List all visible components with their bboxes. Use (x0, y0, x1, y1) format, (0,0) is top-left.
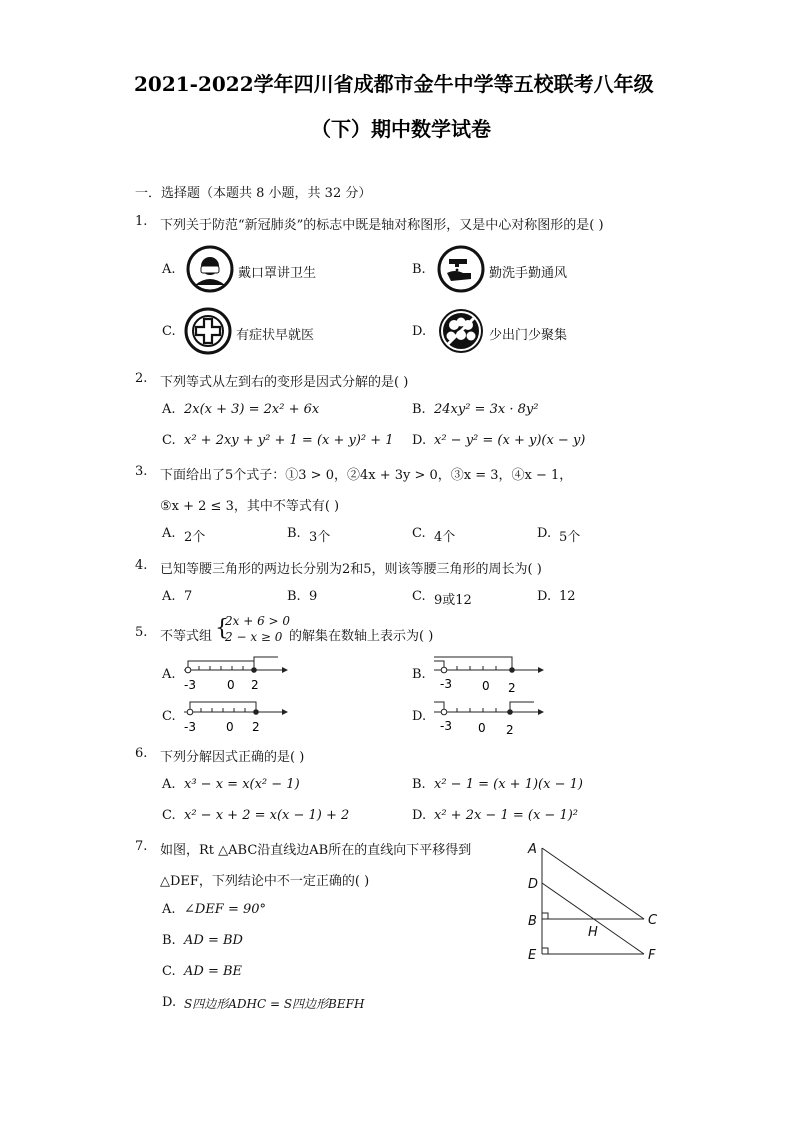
question-text: 下列分解因式正确的是( ) (160, 750, 305, 765)
system-brace: { (215, 616, 229, 641)
tick-label: -3 (440, 677, 452, 691)
question-number: 7. (135, 839, 148, 854)
option-text: 7 (184, 589, 193, 604)
question-number: 1. (135, 214, 148, 229)
question-number: 2. (135, 371, 148, 386)
option-letter: A. (162, 589, 176, 604)
option-text: ∠DEF = 90° (184, 902, 267, 917)
tick-label: 0 (482, 679, 490, 693)
option-letter: D. (412, 709, 427, 724)
option-text: 3个 (309, 530, 331, 545)
question-text: 已知等腰三角形的两边长分别为2和5，则该等腰三角形的周长为( ) (160, 562, 542, 577)
option-text: x² − x + 2 = x(x − 1) + 2 (184, 808, 350, 823)
option-letter: B. (412, 667, 426, 682)
vertex-label-f: F (648, 948, 656, 963)
option-text: 4个 (434, 530, 456, 545)
mask-face-icon (186, 245, 234, 293)
option-caption: 少出门少聚集 (489, 328, 568, 343)
option-text: x² + 2x − 1 = (x − 1)² (434, 808, 579, 823)
option-letter: C. (162, 808, 176, 823)
option-letter: A. (162, 667, 176, 682)
option-letter: A. (162, 777, 176, 792)
option-letter: C. (162, 324, 176, 339)
tick-label: 2 (508, 681, 516, 694)
question-number: 3. (135, 464, 148, 479)
tick-label: 2 (252, 720, 260, 734)
option-letter: A. (162, 402, 176, 417)
option-text: 9或12 (434, 593, 472, 608)
option-letter: C. (412, 589, 426, 604)
question-text: 不等式组 (160, 629, 213, 644)
question-text: 如图，Rt △ABC沿直线边AB所在的直线向下平移得到 (160, 843, 472, 858)
option-text: S四边形ADHC = S四边形BEFH (184, 997, 365, 1011)
vertex-label-c: C (648, 913, 658, 928)
option-text: AD = BD (184, 933, 243, 948)
option-text: 12 (559, 589, 576, 604)
option-text: 2个 (184, 530, 206, 545)
vertex-label-b: B (528, 914, 537, 929)
vertex-label-h: H (588, 925, 598, 940)
option-caption: 戴口罩讲卫生 (238, 266, 317, 281)
option-letter: A. (162, 262, 176, 277)
option-letter: C. (162, 964, 176, 979)
tick-label: 0 (227, 678, 235, 692)
option-text: x³ − x = x(x² − 1) (184, 777, 300, 792)
system-line-2: 2 − x ≥ 0 (225, 630, 283, 644)
option-letter: D. (412, 808, 427, 823)
hand-washing-icon (437, 245, 485, 293)
option-letter: C. (412, 526, 426, 541)
option-letter: B. (162, 933, 176, 948)
option-letter: B. (287, 526, 301, 541)
option-letter: A. (162, 902, 176, 917)
vertex-label-a: A (528, 842, 537, 857)
tick-label: 2 (506, 723, 514, 736)
option-text: x² − 1 = (x + 1)(x − 1) (434, 777, 583, 792)
option-letter: D. (412, 433, 427, 448)
option-text: 9 (309, 589, 318, 604)
page-title-line2: （下）期中数学试卷 (311, 117, 491, 141)
vertex-label-d: D (528, 877, 539, 892)
option-caption: 勤洗手勤通风 (489, 266, 568, 281)
number-line-a (180, 652, 290, 692)
tick-label: -3 (184, 720, 196, 734)
option-letter: B. (412, 262, 426, 277)
option-text: x² + 2xy + y² + 1 = (x + y)² + 1 (184, 433, 394, 448)
no-crowd-icon (437, 307, 485, 355)
tick-label: -3 (184, 678, 196, 692)
tick-label: 0 (226, 720, 234, 734)
option-letter: A. (162, 526, 176, 541)
question-number: 6. (135, 746, 148, 761)
question-text-cont: △DEF，下列结论中不一定正确的( ) (160, 874, 370, 889)
tick-label: 0 (478, 721, 486, 735)
medical-cross-icon (184, 307, 232, 355)
number-line-d (430, 694, 550, 736)
system-line-1: 2x + 6 > 0 (225, 614, 291, 628)
option-letter: D. (537, 589, 552, 604)
question-text-cont: ⑤x + 2 ≤ 3，其中不等式有( ) (160, 499, 340, 514)
number-line-b (430, 652, 550, 694)
vertex-label-e: E (528, 948, 537, 963)
option-letter: D. (537, 526, 552, 541)
question-text: 下列关于防范“新冠肺炎”的标志中既是轴对称图形，又是中心对称图形的是( ) (160, 218, 604, 233)
option-letter: D. (162, 995, 177, 1010)
option-caption: 有症状早就医 (236, 328, 315, 343)
question-number: 4. (135, 558, 148, 573)
question-text: 下列等式从左到右的变形是因式分解的是( ) (160, 375, 409, 390)
number-line-c (180, 694, 290, 736)
option-letter: B. (287, 589, 301, 604)
section-heading: 一．选择题（本题共 8 小题，共 32 分） (135, 186, 372, 201)
tick-label: 2 (251, 678, 259, 692)
option-letter: D. (412, 324, 427, 339)
question-text-cont: 的解集在数轴上表示为( ) (289, 629, 434, 644)
question-text: 下面给出了5个式子：①3 > 0，②4x + 3y > 0，③x = 3，④x − 1， (160, 468, 573, 483)
tick-label: -3 (440, 719, 452, 733)
option-letter: C. (162, 433, 176, 448)
option-text: x² − y² = (x + y)(x − y) (434, 433, 586, 448)
page-title-line1: 2021-2022学年四川省成都市金牛中学等五校联考八年级 (134, 72, 654, 96)
option-text: 2x(x + 3) = 2x² + 6x (184, 402, 320, 417)
option-text: AD = BE (184, 964, 243, 979)
option-letter: C. (162, 709, 176, 724)
question-number: 5. (135, 625, 148, 640)
triangle-figure (520, 838, 670, 966)
option-letter: B. (412, 402, 426, 417)
option-text: 24xy² = 3x · 8y² (434, 402, 539, 417)
option-letter: B. (412, 777, 426, 792)
option-text: 5个 (559, 530, 581, 545)
